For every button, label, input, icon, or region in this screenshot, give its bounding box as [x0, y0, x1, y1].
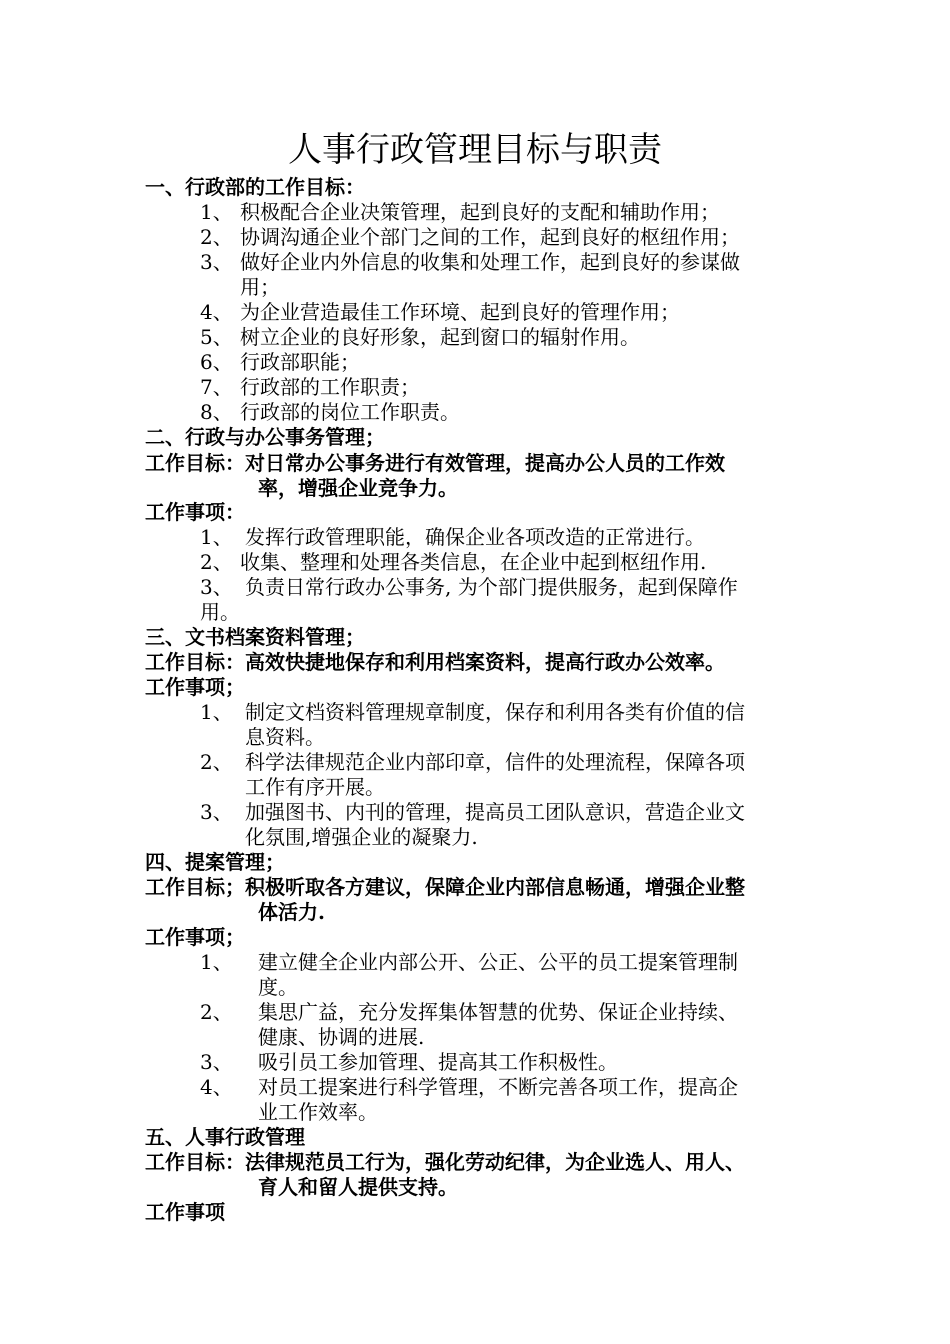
section-5-heading: 五、人事行政管理	[145, 1125, 305, 1149]
list-item-continuation: 业工作效率。	[258, 1100, 378, 1124]
list-item-number: 5、	[200, 325, 233, 349]
list-item-continuation: 化氛围,增强企业的凝聚力.	[245, 825, 478, 849]
list-item-text: 树立企业的良好形象，起到窗口的辐射作用。	[240, 325, 640, 349]
work-goal-continuation: 体活力.	[258, 900, 325, 924]
list-item-continuation: 度。	[258, 975, 298, 999]
list-item-number: 2、	[200, 225, 233, 249]
list-item-number: 3、	[200, 800, 233, 824]
section-1-heading: 一、行政部的工作目标：	[145, 175, 365, 199]
list-item-number: 4、	[200, 300, 233, 324]
list-item-text: 科学法律规范企业内部印章，信件的处理流程，保障各项	[245, 750, 745, 774]
list-item-number: 2、	[200, 550, 233, 574]
list-item-number: 1、	[200, 700, 233, 724]
list-item-number: 2、	[200, 1000, 233, 1024]
document-title: 人事行政管理目标与职责	[288, 130, 662, 170]
list-item-continuation: 工作有序开展。	[245, 775, 385, 799]
section-4-heading: 四、提案管理；	[145, 850, 285, 874]
list-item-continuation: 用；	[240, 275, 280, 299]
list-item-text: 协调沟通企业个部门之间的工作，起到良好的枢纽作用；	[240, 225, 740, 249]
work-matters-label: 工作事项：	[145, 500, 245, 524]
list-item-number: 6、	[200, 350, 233, 374]
list-item-text: 集思广益，充分发挥集体智慧的优势、保证企业持续、	[258, 1000, 738, 1024]
list-item-text: 负责日常行政办公事务, 为个部门提供服务，起到保障作	[245, 575, 738, 599]
work-goal-line: 工作目标；积极听取各方建议，保障企业内部信息畅通，增强企业整	[145, 875, 745, 899]
list-item-text: 为企业营造最佳工作环境、起到良好的管理作用；	[240, 300, 680, 324]
list-item-text: 行政部的岗位工作职责。	[240, 400, 460, 424]
list-item-text: 发挥行政管理职能，确保企业各项改造的正常进行。	[245, 525, 705, 549]
list-item-text: 积极配合企业决策管理，起到良好的支配和辅助作用；	[240, 200, 720, 224]
list-item-text: 吸引员工参加管理、提高其工作积极性。	[258, 1050, 618, 1074]
list-item-text: 做好企业内外信息的收集和处理工作，起到良好的参谋做	[240, 250, 740, 274]
list-item-continuation: 用。	[200, 600, 240, 624]
list-item-number: 3、	[200, 1050, 233, 1074]
list-item-number: 1、	[200, 525, 233, 549]
list-item-number: 8、	[200, 400, 233, 424]
list-item-text: 加强图书、内刊的管理，提高员工团队意识，营造企业文	[245, 800, 745, 824]
list-item-text: 建立健全企业内部公开、公正、公平的员工提案管理制	[258, 950, 738, 974]
list-item-number: 2、	[200, 750, 233, 774]
section-3-heading: 三、文书档案资料管理；	[145, 625, 365, 649]
list-item-number: 7、	[200, 375, 233, 399]
work-matters-label: 工作事项；	[145, 675, 245, 699]
list-item-text: 对员工提案进行科学管理，不断完善各项工作，提高企	[258, 1075, 738, 1099]
list-item-text: 行政部的工作职责；	[240, 375, 420, 399]
work-goal-line: 工作目标：高效快捷地保存和利用档案资料，提高行政办公效率。	[145, 650, 725, 674]
work-goal-line: 工作目标：对日常办公事务进行有效管理，提高办公人员的工作效	[145, 451, 725, 475]
list-item-number: 3、	[200, 250, 233, 274]
list-item-number: 1、	[200, 950, 233, 974]
work-goal-line: 工作目标：法律规范员工行为，强化劳动纪律，为企业选人、用人、	[145, 1150, 745, 1174]
list-item-continuation: 息资料。	[245, 725, 325, 749]
section-2-heading: 二、行政与办公事务管理；	[145, 425, 385, 449]
list-item-number: 4、	[200, 1075, 233, 1099]
list-item-number: 3、	[200, 575, 233, 599]
list-item-text: 行政部职能；	[240, 350, 360, 374]
list-item-text: 制定文档资料管理规章制度，保存和利用各类有价值的信	[245, 700, 745, 724]
work-matters-label: 工作事项；	[145, 925, 245, 949]
list-item-number: 1、	[200, 200, 233, 224]
list-item-text: 收集、整理和处理各类信息，在企业中起到枢纽作用.	[240, 550, 707, 574]
list-item-continuation: 健康、协调的进展.	[258, 1025, 425, 1049]
work-goal-continuation: 率，增强企业竞争力。	[258, 476, 458, 500]
work-matters-label: 工作事项	[145, 1200, 225, 1224]
work-goal-continuation: 育人和留人提供支持。	[258, 1175, 458, 1199]
